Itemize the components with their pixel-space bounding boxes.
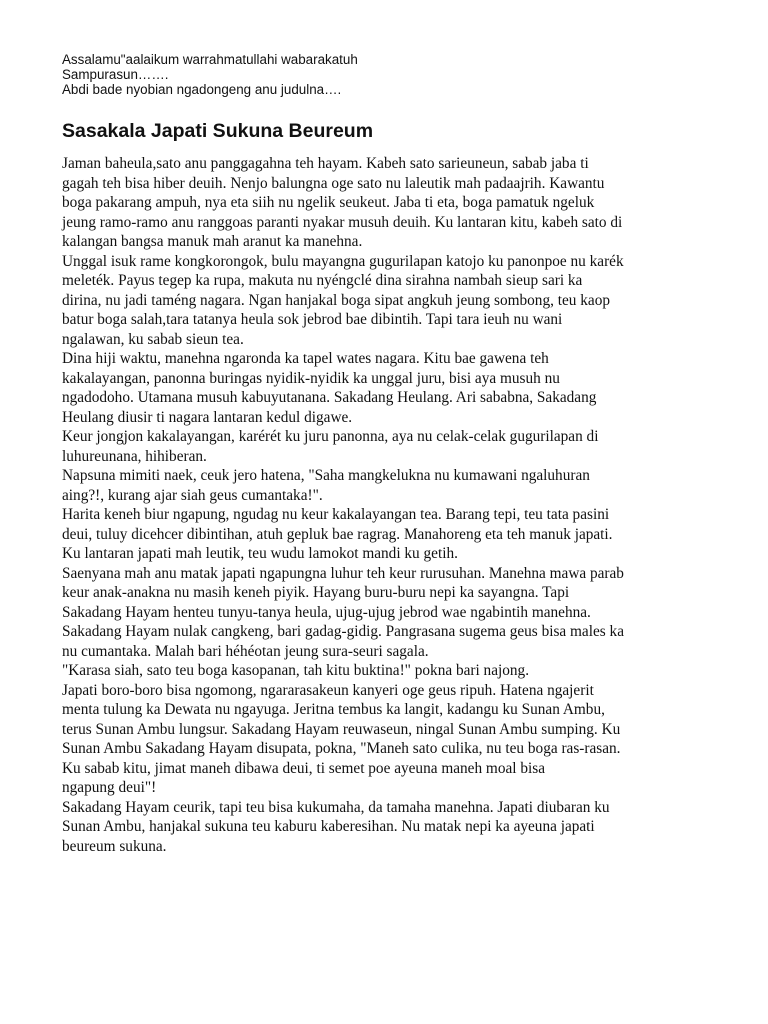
story-line: beureum sukuna.: [62, 837, 167, 855]
story-line: aing?!, kurang ajar siah geus cumantaka!".: [62, 486, 323, 504]
greeting-line: Sampurasun…….: [62, 67, 169, 82]
story-line: Sunan Ambu, hanjakal sukuna teu kaburu kaberesihan. Nu matak nepi ka ayeuna japati: [62, 818, 595, 835]
story-line: luhureunana, hihiberan.: [62, 447, 207, 465]
story-line: menta tulung ka Dewata nu ngayuga. Jeritna tembus ka langit, kadangu ku Sunan Ambu,: [62, 701, 605, 718]
story-line: ngalawan, ku sabab sieun tea.: [62, 330, 244, 348]
story-line: Harita keneh biur ngapung, ngudag nu keur kakalayangan tea. Barang tepi, teu tata pasini: [62, 506, 610, 523]
story-line: Japati boro-boro bisa ngomong, ngararasakeun kanyeri oge geus ripuh. Hatena ngajerit: [62, 681, 594, 699]
story-line: deui, tuluy dicehcer dibintihan, atuh gepluk bae ragrag. Manahoreng eta teh manuk japati.: [62, 525, 613, 543]
story-line: Saenyana mah anu matak japati ngapungna luhur teh keur rurusuhan. Manehna mawa parab: [62, 564, 624, 582]
story-line: kakalayangan, panonna buringas nyidik-nyidik ka unggal juru, bisi aya musuh nu: [62, 369, 560, 387]
story-line: kalangan bangsa manuk mah aranut ka manehna.: [62, 233, 363, 250]
story-line: Sunan Ambu Sakadang Hayam disupata, pokna, "Maneh sato culika, nu teu boga ras-rasan.: [62, 740, 621, 757]
story-line: Unggal isuk rame kongkorongok, bulu mayangna gugurilapan katojo ku panonpoe nu karék: [62, 252, 624, 270]
story-line: nu cumantaka. Malah bari héhéotan jeung sura-seuri sagala.: [62, 642, 429, 660]
greeting-line: Abdi bade nyobian ngadongeng anu judulna….: [62, 82, 342, 97]
story-body: [62, 154, 722, 856]
story-line: terus Sunan Ambu lungsur. Sakadang Hayam reuwaseun, ningal Sunan Ambu sumping. Ku: [62, 720, 621, 738]
story-line: Ku sabab kitu, jimat maneh dibawa deui, ti semet poe ayeuna maneh moal bisa: [62, 759, 545, 777]
story-line: boga pakarang ampuh, nya eta siih nu ngelik seukeut. Jaba ti eta, boga pamatuk ngeluk: [62, 194, 595, 211]
story-title: Sasakala Japati Sukuna Beureum: [62, 120, 374, 142]
story-line: Sakadang Hayam ceurik, tapi teu bisa kukumaha, da tamaha manehna. Japati diubaran ku: [62, 798, 610, 816]
story-line: Dina hiji waktu, manehna ngaronda ka tapel wates nagara. Kitu bae gawena teh: [62, 350, 549, 367]
greeting-line: Assalamu"aalaikum warrahmatullahi wabarakatuh: [62, 52, 358, 67]
story-line: Sakadang Hayam nulak cangkeng, bari gadag-gidig. Pangrasana sugema geus bisa males ka: [62, 623, 624, 640]
story-line: gagah teh bisa hiber deuih. Nenjo balungna oge sato nu laleutik mah padaajrih. Kawantu: [62, 174, 605, 192]
story-line: keur anak-anakna nu masih keneh piyik. Hayang buru-buru nepi ka sayangna. Tapi: [62, 584, 570, 601]
story-line: "Karasa siah, sato teu boga kasopanan, tah kitu buktina!" pokna bari najong.: [62, 662, 530, 679]
greeting-block: [62, 52, 358, 97]
document-page: [62, 0, 722, 1024]
story-line: Heulang diusir ti nagara lantaran kedul digawe.: [62, 408, 353, 426]
story-line: jeung ramo-ramo anu ranggoas paranti nyakar musuh deuih. Ku lantaran kitu, kabeh sato di: [62, 213, 623, 231]
story-line: Sakadang Hayam henteu tunyu-tanya heula, ujug-ujug jebrod wae ngabintih manehna.: [62, 603, 591, 621]
story-line: Jaman baheula,sato anu panggagahna teh hayam. Kabeh sato sarieuneun, sabab jaba ti: [62, 155, 589, 172]
story-line: Ku lantaran japati mah leutik, teu wudu lamokot mandi ku getih.: [62, 545, 458, 562]
story-line: Keur jongjon kakalayangan, karérét ku juru panonna, aya nu celak-celak gugurilapan di: [62, 428, 599, 445]
story-line: batur boga salah,tara tatanya heula sok jebrod bae dibintih. Tapi tara ieuh nu wani: [62, 311, 563, 328]
story-line: ngadodoho. Utamana musuh kabuyutanana. Sakadang Heulang. Ari sababna, Sakadang: [62, 389, 597, 406]
story-line: meleték. Payus tegep ka rupa, makuta nu nyéngclé dina sirahna nambah sieup sari ka: [62, 272, 583, 289]
story-line: Napsuna mimiti naek, ceuk jero hatena, "Saha mangkelukna nu kumawani ngaluhuran: [62, 467, 590, 484]
story-line: ngapung deui"!: [62, 779, 157, 796]
story-line: dirina, nu jadi taméng nagara. Ngan hanjakal boga sipat angkuh jeung sombong, teu kaop: [62, 291, 610, 309]
